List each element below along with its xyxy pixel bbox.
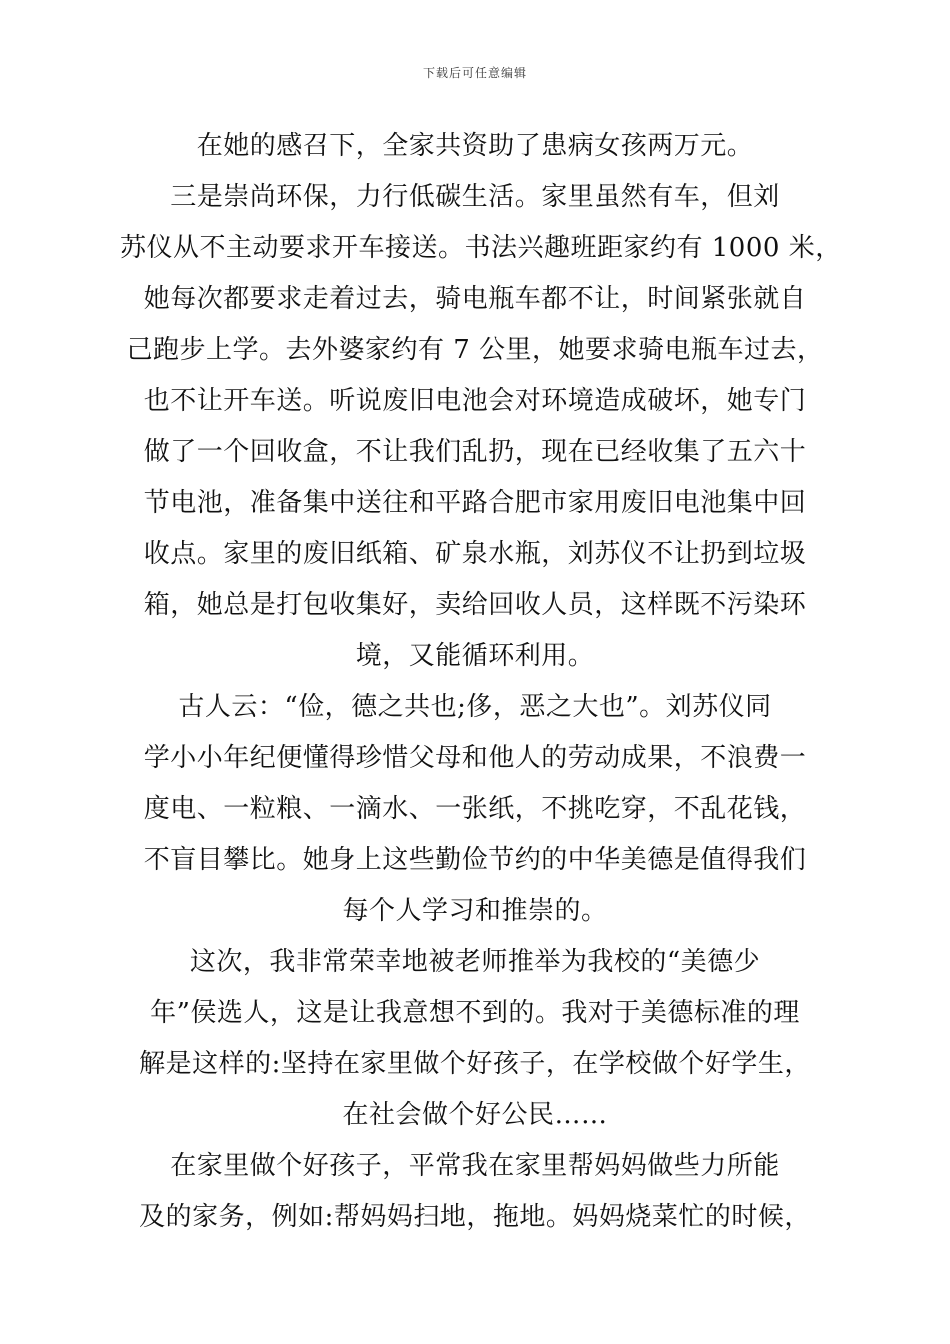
text-line: 不盲目攀比。她身上这些勤俭节约的中华美德是值得我们 — [143, 845, 807, 875]
text-line: 箱，她总是打包收集好，卖给回收人员，这样既不污染环 — [143, 590, 807, 620]
text-line: 收点。家里的废旧纸箱、矿泉水瓶，刘苏仪不让扔到垃圾 — [143, 539, 807, 569]
text-line: 她每次都要求走着过去，骑电瓶车都不让，时间紧张就自 — [143, 284, 807, 314]
text-line: 古人云：“俭，德之共也;侈，恶之大也”。刘苏仪同 — [178, 692, 772, 722]
text-line: 每个人学习和推崇的。 — [342, 896, 608, 926]
text-line: 在社会做个好公民…… — [342, 1100, 608, 1130]
page-header-note: 下载后可任意编辑 — [422, 66, 527, 80]
text-line: 学小小年纪便懂得珍惜父母和他人的劳动成果，不浪费一 — [143, 743, 807, 773]
text-line: 苏仪从不主动要求开车接送。书法兴趣班距家约有 1000 米， — [120, 233, 842, 263]
text-line: 及的家务，例如:帮妈妈扫地，拖地。妈妈烧菜忙的时候， — [139, 1202, 811, 1232]
document-body — [120, 121, 842, 1243]
text-line: 己跑步上学。去外婆家约有 7 公里，她要求骑电瓶车过去， — [126, 335, 824, 365]
text-line: 解是这样的:坚持在家里做个好孩子，在学校做个好学生， — [139, 1049, 811, 1079]
text-line: 也不让开车送。听说废旧电池会对环境造成破坏，她专门 — [143, 386, 807, 416]
text-line: 节电池，准备集中送往和平路合肥市家用废旧电池集中回 — [143, 488, 807, 518]
text-line: 在家里做个好孩子，平常我在家里帮妈妈做些力所能 — [170, 1151, 780, 1181]
text-line: 三是崇尚环保，力行低碳生活。家里虽然有车，但刘 — [170, 182, 780, 212]
text-line: 年”侯选人，这是让我意想不到的。我对于美德标准的理 — [150, 998, 800, 1028]
text-line: 做了一个回收盒，不让我们乱扔，现在已经收集了五六十 — [143, 437, 807, 467]
text-line: 境，又能循环利用。 — [355, 641, 595, 671]
text-line: 度电、一粒粮、一滴水、一张纸，不挑吃穿，不乱花钱， — [143, 794, 807, 824]
text-line: 这次，我非常荣幸地被老师推举为我校的“美德少 — [189, 947, 761, 977]
text-line: 在她的感召下，全家共资助了患病女孩两万元。 — [196, 131, 754, 161]
